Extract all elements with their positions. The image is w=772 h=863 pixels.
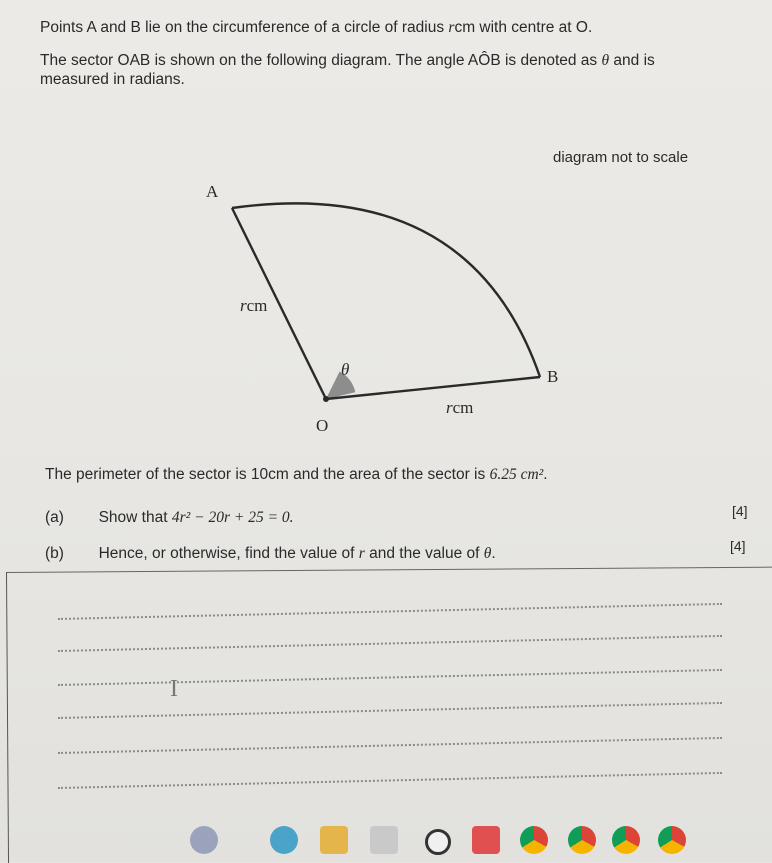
r-symbol: r (446, 398, 453, 417)
r-symbol: r (358, 545, 365, 562)
text-cursor-icon: I (170, 676, 178, 702)
grid-app-icon[interactable] (370, 826, 398, 854)
part-a-marks: [4] (732, 503, 748, 519)
cm-unit: cm (452, 398, 474, 417)
scale-note: diagram not to scale (553, 149, 689, 166)
cm-unit: cm (246, 296, 268, 315)
label-o: O (316, 416, 329, 435)
label-r-cm-ob (446, 398, 473, 417)
intro-text: and is (609, 52, 655, 69)
part-b-label: (b) (45, 545, 64, 562)
centre-point (323, 396, 329, 402)
part-b (45, 545, 496, 563)
store-icon[interactable] (472, 826, 500, 854)
area-value: 6.25 cm² (489, 466, 544, 483)
part-b-text: Hence, or otherwise, find the value of (98, 545, 359, 562)
part-b-text: . (491, 545, 496, 562)
chrome-icon[interactable] (568, 826, 596, 854)
given-text: The perimeter of the sector is 10cm and the area of the sector is (45, 466, 490, 483)
part-a-equation: 4r² − 20r + 25 = 0. (171, 509, 294, 526)
radius-symbol: r (448, 19, 455, 36)
intro-text: cm with centre at O. (454, 19, 593, 36)
circle-app-icon[interactable] (270, 826, 298, 854)
label-r-cm-oa (240, 296, 267, 315)
intro-text: measured in radians. (40, 71, 185, 88)
chrome-icon[interactable] (520, 826, 548, 854)
given-text: . (543, 466, 548, 483)
theta-symbol: θ (483, 545, 492, 562)
label-b: B (547, 367, 559, 386)
media-icon[interactable] (425, 829, 451, 855)
chrome-icon[interactable] (658, 826, 686, 854)
label-a: A (206, 182, 219, 201)
intro-text: Points A and B lie on the circumference of a circle of radius (40, 19, 449, 36)
part-b-text: and the value of (364, 545, 484, 562)
part-a-label: (a) (45, 509, 64, 526)
radius-ob-line (326, 377, 540, 399)
part-a-text: Show that (98, 509, 172, 526)
intro-text: The sector OAB is shown on the following diagram. The angle AÔB is denoted as (40, 52, 602, 69)
taskbar (180, 818, 740, 862)
app-icon[interactable] (190, 826, 218, 854)
label-theta: θ (341, 360, 350, 379)
r-symbol: r (240, 296, 247, 315)
given-information (45, 466, 548, 484)
part-a (45, 509, 294, 527)
folder-icon[interactable] (320, 826, 348, 854)
arc-ab (232, 203, 540, 377)
part-b-marks: [4] (730, 538, 746, 554)
chrome-icon[interactable] (612, 826, 640, 854)
theta-symbol: θ (601, 52, 610, 69)
